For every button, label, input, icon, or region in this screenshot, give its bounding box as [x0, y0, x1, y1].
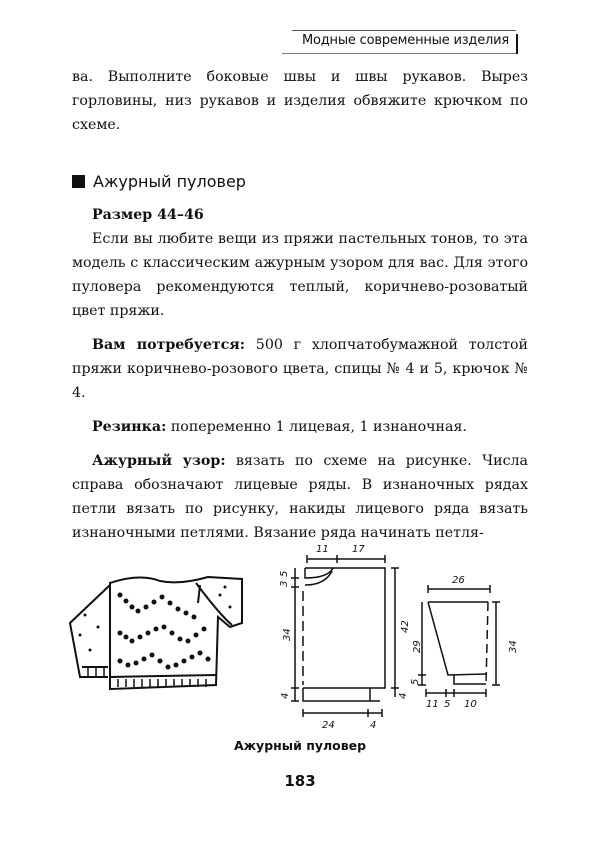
- lace-text: вязать по схеме на рисунке. Числа справа обозначают лицевые ряды. В изнаночных рядах петли вязать по рисунку, накиды лицевого ряда вязать изнаночными петлями. Вязание ряда начинать петля-: [72, 453, 528, 541]
- running-head-rule: [292, 30, 516, 31]
- body-height-4: 4: [280, 692, 291, 699]
- body-pattern-diagram: [270, 535, 420, 735]
- sleeve-pattern-diagram: [400, 565, 530, 725]
- section-body: [72, 203, 528, 545]
- rib-text: попеременно 1 лицевая, 1 изнаночная.: [166, 419, 467, 435]
- intro-paragraph: ва. Выполните боковые швы и швы рукавов. Вырез горловины, низ рукавов и изделия обвяжите крючком по схеме.: [72, 69, 528, 133]
- sleeve-width-26: 26: [452, 575, 465, 586]
- materials-text: 500 г хлопчатобумажной толстой пряжи коричнево-розового цвета, спицы № 4 и 5, крючок № 4.: [72, 337, 528, 401]
- running-head: [292, 30, 524, 54]
- running-head-rule-bottom: [282, 53, 516, 54]
- body-height-34: 34: [282, 628, 293, 641]
- sweater-illustration: [60, 555, 260, 710]
- running-head-bar: [516, 34, 518, 54]
- body-height-rib: 4: [398, 692, 409, 699]
- body-height-42: 42: [400, 620, 411, 633]
- lace-label: Ажурный узор:: [92, 453, 226, 469]
- lace-paragraph: [72, 449, 528, 545]
- sleeve-width-5: 5: [444, 699, 451, 710]
- section-heading: [72, 172, 246, 191]
- materials-label: Вам потребуется:: [92, 337, 246, 353]
- rib-label: Резинка:: [92, 419, 167, 435]
- body-height-3: 3: [279, 580, 290, 587]
- body-width-4: 4: [370, 720, 377, 731]
- materials-paragraph: [72, 333, 528, 405]
- sleeve-height-5: 5: [410, 678, 421, 685]
- sleeve-height-29: 29: [412, 640, 423, 653]
- intro-paragraph-block: [72, 65, 528, 137]
- size-label: Размер 44–46: [92, 207, 204, 223]
- body-height-5: 5: [279, 570, 290, 577]
- section-title: Ажурный пуловер: [93, 172, 246, 191]
- running-head-text: Модные современные изделия: [302, 33, 509, 48]
- rib-paragraph: [72, 415, 528, 439]
- sleeve-height-34: 34: [508, 640, 519, 653]
- sleeve-width-11: 11: [426, 699, 439, 710]
- sleeve-width-10: 10: [464, 699, 477, 710]
- description-paragraph: Если вы любите вещи из пряжи пастельных тонов, то эта модель с классическим ажурным узором для вас. Для этого пуловера рекомендуются теплый, коричнево-розоватый цвет пряжи.: [72, 231, 528, 319]
- body-width-neck: 11: [316, 544, 329, 555]
- figure-caption: Ажурный пуловер: [233, 738, 367, 753]
- body-width-shoulder: 17: [352, 544, 365, 555]
- square-bullet-icon: [72, 175, 85, 188]
- body-width-24: 24: [322, 720, 335, 731]
- page-number: 183: [284, 772, 316, 790]
